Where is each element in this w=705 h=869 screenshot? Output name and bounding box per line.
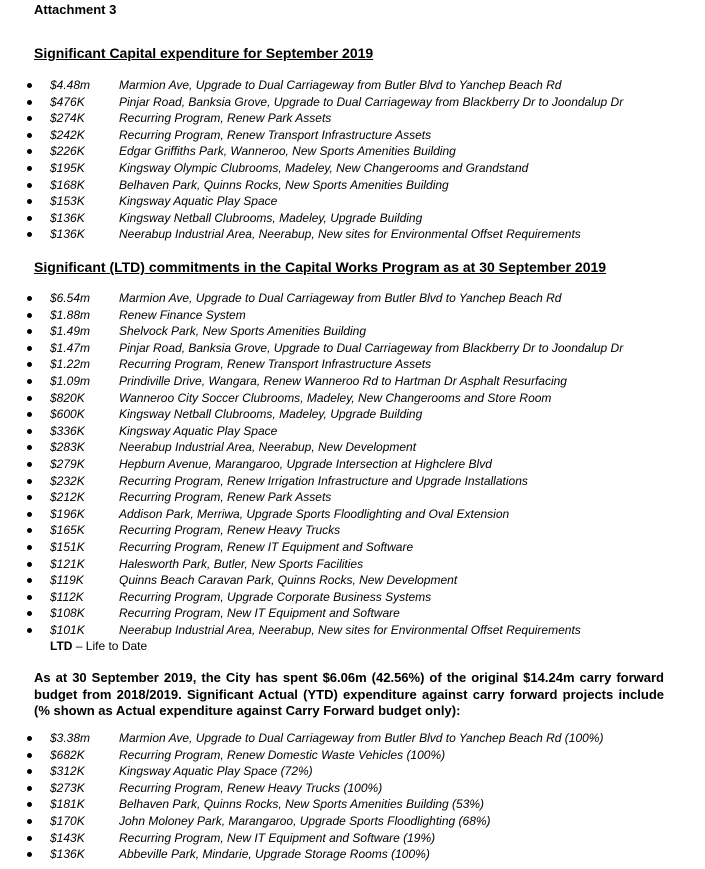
item-amount: $170K bbox=[50, 813, 85, 828]
item-description: Recurring Program, Renew Heavy Trucks (100%) bbox=[119, 780, 383, 795]
ltd-meaning: – Life to Date bbox=[75, 639, 148, 653]
bullet-icon bbox=[27, 183, 32, 188]
bullet-icon bbox=[27, 445, 32, 450]
bullet-icon bbox=[27, 562, 32, 567]
item-description: Kingsway Aquatic Play Space bbox=[119, 423, 278, 438]
item-amount: $195K bbox=[50, 160, 85, 175]
item-amount: $226K bbox=[50, 144, 85, 159]
item-description: Neerabup Industrial Area, Neerabup, New sites for Environmental Offset Requirements bbox=[119, 622, 581, 637]
item-description: Recurring Program, Renew IT Equipment and Software bbox=[119, 539, 414, 554]
item-description: Edgar Griffiths Park, Wanneroo, New Sports Amenities Building bbox=[119, 144, 456, 159]
item-amount: $4.48m bbox=[50, 78, 91, 92]
item-amount: $136K bbox=[50, 210, 85, 225]
item-description: Recurring Program, Renew Domestic Waste Vehicles (100%) bbox=[119, 747, 446, 762]
item-amount: $136K bbox=[50, 847, 85, 862]
bullet-icon bbox=[27, 495, 32, 500]
item-amount: $108K bbox=[50, 606, 85, 621]
item-amount: $1.09m bbox=[50, 373, 91, 388]
item-description: Kingsway Olympic Clubrooms, Madeley, New Changerooms and Grandstand bbox=[119, 160, 529, 175]
section1-heading: Significant Capital expenditure for September 2019 bbox=[34, 45, 374, 61]
bullet-icon bbox=[27, 379, 32, 384]
bullet-icon bbox=[27, 166, 32, 171]
item-description: Kingsway Netball Clubrooms, Madeley, Upgrade Building bbox=[119, 407, 423, 422]
item-amount: $165K bbox=[50, 523, 85, 538]
bullet-icon bbox=[27, 83, 32, 88]
item-amount: $3.38m bbox=[50, 731, 91, 745]
item-amount: $283K bbox=[50, 440, 85, 455]
item-description: Kingsway Netball Clubrooms, Madeley, Upgrade Building bbox=[119, 210, 423, 225]
item-description: Renew Finance System bbox=[119, 307, 246, 322]
bullet-icon bbox=[27, 396, 32, 401]
bullet-icon bbox=[27, 116, 32, 121]
item-description: Kingsway Aquatic Play Space (72%) bbox=[119, 764, 313, 779]
item-amount: $101K bbox=[50, 622, 85, 637]
item-amount: $168K bbox=[50, 177, 85, 192]
bullet-icon bbox=[27, 313, 32, 318]
item-amount: $112K bbox=[50, 589, 84, 604]
item-amount: $232K bbox=[50, 473, 85, 488]
bullet-icon bbox=[27, 595, 32, 600]
bullet-icon bbox=[27, 346, 32, 351]
bullet-icon bbox=[27, 329, 32, 334]
bullet-icon bbox=[27, 462, 32, 467]
item-amount: $682K bbox=[50, 747, 85, 762]
item-description: Hepburn Avenue, Marangaroo, Upgrade Intersection at Highclere Blvd bbox=[119, 456, 492, 471]
item-amount: $119K bbox=[50, 573, 84, 588]
item-amount: $212K bbox=[50, 490, 85, 505]
item-amount: $273K bbox=[50, 780, 85, 795]
item-description: Halesworth Park, Butler, New Sports Facilities bbox=[119, 556, 364, 571]
bullet-icon bbox=[27, 578, 32, 583]
item-amount: $1.47m bbox=[50, 340, 91, 355]
item-description: Belhaven Park, Quinns Rocks, New Sports Amenities Building bbox=[119, 177, 449, 192]
bullet-icon bbox=[27, 412, 32, 417]
item-description: Abbeville Park, Mindarie, Upgrade Storage Rooms (100%) bbox=[119, 847, 430, 862]
ltd-abbrev: LTD bbox=[50, 639, 73, 653]
item-description: Recurring Program, New IT Equipment and Software bbox=[119, 606, 400, 621]
item-amount: $312K bbox=[50, 764, 85, 779]
item-description: Marmion Ave, Upgrade to Dual Carriageway from Butler Blvd to Yanchep Beach Rd bbox=[119, 78, 562, 92]
item-amount: $1.22m bbox=[50, 357, 91, 372]
item-amount: $143K bbox=[50, 830, 85, 845]
bullet-icon bbox=[27, 769, 32, 774]
bullet-icon bbox=[27, 429, 32, 434]
bullet-icon bbox=[27, 232, 32, 237]
bullet-icon bbox=[27, 133, 32, 138]
bullet-icon bbox=[27, 545, 32, 550]
item-description: Recurring Program, Renew Irrigation Infrastructure and Upgrade Installations bbox=[119, 473, 528, 488]
bullet-icon bbox=[27, 802, 32, 807]
item-amount: $151K bbox=[50, 539, 85, 554]
item-description: Marmion Ave, Upgrade to Dual Carriageway from Butler Blvd to Yanchep Beach Rd bbox=[119, 291, 562, 305]
item-amount: $600K bbox=[50, 407, 85, 422]
bullet-icon bbox=[27, 611, 32, 616]
item-amount: $1.88m bbox=[50, 307, 91, 322]
bullet-icon bbox=[27, 628, 32, 633]
item-description: Recurring Program, Renew Park Assets bbox=[119, 490, 332, 505]
item-description: Shelvock Park, New Sports Amenities Building bbox=[119, 324, 366, 339]
bullet-icon bbox=[27, 362, 32, 367]
item-description: Belhaven Park, Quinns Rocks, New Sports Amenities Building (53%) bbox=[119, 797, 485, 812]
bullet-icon bbox=[27, 149, 32, 154]
item-description: Recurring Program, Renew Park Assets bbox=[119, 111, 332, 126]
bullet-icon bbox=[27, 736, 32, 741]
bullet-icon bbox=[27, 852, 32, 857]
item-amount: $274K bbox=[50, 111, 85, 126]
item-amount: $121K bbox=[50, 556, 85, 571]
item-description: Neerabup Industrial Area, Neerabup, New Development bbox=[119, 440, 417, 455]
item-amount: $279K bbox=[50, 456, 85, 471]
attachment-label: Attachment 3 bbox=[34, 2, 117, 17]
item-amount: $153K bbox=[50, 194, 85, 209]
bullet-icon bbox=[27, 199, 32, 204]
item-amount: $820K bbox=[50, 390, 85, 405]
item-amount: $336K bbox=[50, 423, 85, 438]
item-description: John Moloney Park, Marangaroo, Upgrade Sports Floodlighting (68%) bbox=[119, 813, 491, 828]
item-amount: $6.54m bbox=[50, 291, 91, 305]
item-description: Wanneroo City Soccer Clubrooms, Madeley, New Changerooms and Store Room bbox=[119, 390, 552, 405]
ltd-footnote bbox=[50, 638, 147, 654]
item-description: Marmion Ave, Upgrade to Dual Carriageway from Butler Blvd to Yanchep Beach Rd (100%) bbox=[119, 731, 604, 745]
item-amount: $136K bbox=[50, 227, 85, 242]
item-description: Recurring Program, Renew Transport Infrastructure Assets bbox=[119, 127, 432, 142]
bullet-icon bbox=[27, 512, 32, 517]
bullet-icon bbox=[27, 479, 32, 484]
item-amount: $1.49m bbox=[50, 324, 91, 339]
item-description: Kingsway Aquatic Play Space bbox=[119, 194, 278, 209]
item-amount: $476K bbox=[50, 94, 85, 109]
carry-forward-paragraph: As at 30 September 2019, the City has spent $6.06m (42.56%) of the original $14.24m carry forward budget from 2018/2019. Significant Actual (YTD) expenditure against carry forward projects include (% shown as Actual expenditure against Carry Forward budget only): bbox=[34, 670, 664, 718]
item-description: Recurring Program, Renew Transport Infrastructure Assets bbox=[119, 357, 432, 372]
item-description: Recurring Program, Renew Heavy Trucks bbox=[119, 523, 341, 538]
section2-heading: Significant (LTD) commitments in the Capital Works Program as at 30 September 2019 bbox=[34, 259, 607, 275]
item-description: Pinjar Road, Banksia Grove, Upgrade to Dual Carriageway from Blackberry Dr to Joondalup Dr bbox=[119, 340, 624, 355]
bullet-icon bbox=[27, 216, 32, 221]
bullet-icon bbox=[27, 100, 32, 105]
item-description: Quinns Beach Caravan Park, Quinns Rocks, New Development bbox=[119, 573, 458, 588]
item-amount: $196K bbox=[50, 506, 85, 521]
bullet-icon bbox=[27, 528, 32, 533]
item-description: Addison Park, Merriwa, Upgrade Sports Floodlighting and Oval Extension bbox=[119, 506, 510, 521]
item-description: Recurring Program, Upgrade Corporate Business Systems bbox=[119, 589, 432, 604]
bullet-icon bbox=[27, 836, 32, 841]
item-description: Recurring Program, New IT Equipment and Software (19%) bbox=[119, 830, 436, 845]
bullet-icon bbox=[27, 296, 32, 301]
bullet-icon bbox=[27, 786, 32, 791]
item-description: Pinjar Road, Banksia Grove, Upgrade to Dual Carriageway from Blackberry Dr to Joondalup Dr bbox=[119, 94, 624, 109]
item-description: Prindiville Drive, Wangara, Renew Wanneroo Rd to Hartman Dr Asphalt Resurfacing bbox=[119, 373, 567, 388]
item-amount: $181K bbox=[50, 797, 85, 812]
item-description: Neerabup Industrial Area, Neerabup, New sites for Environmental Offset Requirements bbox=[119, 227, 581, 242]
item-amount: $242K bbox=[50, 127, 85, 142]
bullet-icon bbox=[27, 753, 32, 758]
bullet-icon bbox=[27, 819, 32, 824]
